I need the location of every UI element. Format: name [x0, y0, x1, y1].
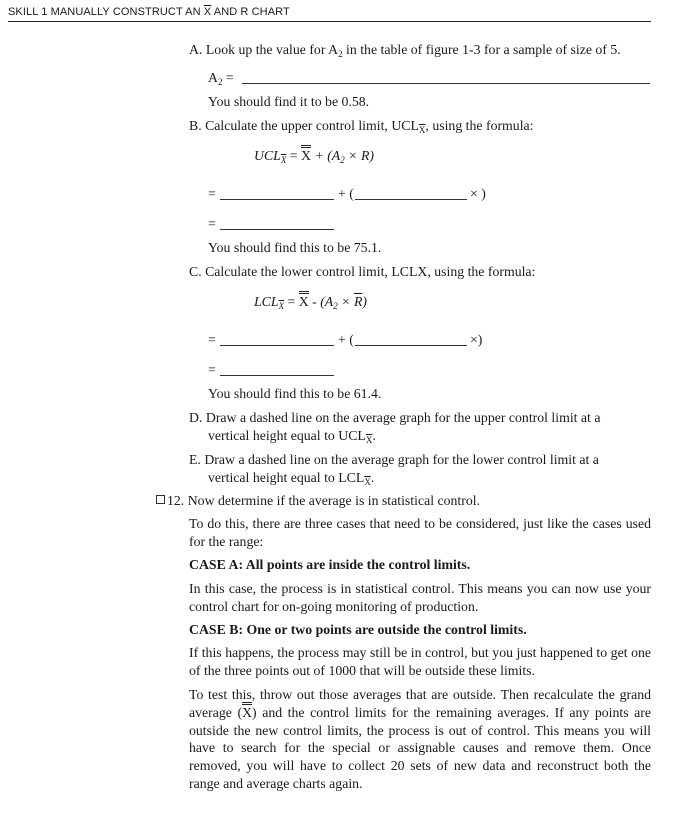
step-a-equation-label — [208, 69, 234, 87]
lcl-formula-part-2: × — [337, 294, 354, 309]
step-c-letter: C. — [189, 264, 202, 279]
step-e-line-2-period: . — [370, 470, 375, 485]
lcl-calc-equals-2: = — [208, 362, 216, 377]
step-b-text-1: Calculate the upper control limit, UCL — [205, 118, 419, 133]
lcl-formula-lhs: LCL — [254, 294, 279, 309]
step-d-line-2-sub: X — [365, 435, 373, 445]
lcl-formula-rbar: $\overline{R}$ — [353, 294, 363, 309]
step-a-text-1: Look up the value for A — [205, 42, 339, 57]
ucl-calc-times: × ) — [470, 186, 486, 201]
step-a-text-2: in the table of figure 1-3 for a sample of size of 5. — [342, 42, 621, 57]
case-a-title: CASE A: All points are inside the control limits. — [189, 557, 471, 572]
lcl-calc-plus: + ( — [338, 332, 354, 347]
a2-label-sub: 2 — [217, 77, 223, 87]
lcl-formula-part-1: - (A — [308, 294, 334, 309]
lcl-result-blank[interactable] — [220, 375, 334, 376]
running-header — [8, 5, 651, 22]
ucl-calc-equals-2: = — [208, 216, 216, 231]
lcl-formula-grand-avg: X — [298, 294, 309, 309]
lcl-blank-2[interactable] — [355, 345, 467, 346]
step-d-letter: D. — [189, 410, 203, 425]
ucl-result-blank[interactable] — [220, 229, 334, 230]
case-b-grand-average-symbol: X — [242, 704, 253, 720]
lcl-formula-sub: 2 — [333, 301, 338, 311]
ucl-formula-grand-avg: X — [301, 148, 311, 163]
ucl-calc-equals-1: = — [208, 186, 216, 201]
header-x-bar: $\overline{X}$ — [203, 6, 212, 18]
step-b-text-sub: X — [418, 125, 426, 135]
lcl-formula — [254, 293, 367, 311]
step-e-letter: E. — [189, 452, 201, 467]
ucl-formula-part-2: × R) — [344, 148, 374, 163]
a2-label: A — [208, 70, 218, 85]
step-c-hint: You should find this to be 61.4. — [208, 386, 382, 401]
header-text-post: AND R CHART — [211, 6, 290, 18]
step-e-instruction — [189, 451, 599, 469]
step-a-instruction — [189, 41, 621, 59]
case-b-test-text-2: ) and the control limits for the remaining averages. If any points are outside the new control limits, the process is out of control. This means you will have to search for the special or assignable causes and remove them. Once removed, you will have to collect 20 sets of new data and reconstruct both the range and average charts again. — [189, 704, 651, 791]
ucl-formula-lhs-sub: X — [280, 155, 287, 165]
ucl-formula-lhs: UCL — [254, 148, 281, 163]
step-d-line-2 — [208, 427, 376, 445]
step-e-line-2-sub: X — [364, 477, 371, 487]
ucl-calc-plus: + ( — [338, 186, 354, 201]
step-b-text-2: , using the formula: — [425, 118, 534, 133]
ucl-blank-1[interactable] — [220, 199, 334, 200]
ucl-blank-2[interactable] — [355, 199, 467, 200]
step-a-hint: You should find it to be 0.58. — [208, 94, 370, 109]
ucl-formula — [254, 147, 374, 165]
case-b-text: If this happens, the process may still be in control, but you just happened to get one of the three points out of 1000 that will be outside these limits. — [189, 645, 651, 678]
case-a-text: In this case, the process is in statistical control. This means you can now use your control chart for on-going monitoring of production. — [189, 581, 651, 614]
ucl-formula-part-1: + (A — [311, 148, 341, 163]
step-e-line-2 — [208, 469, 374, 487]
step-b-letter: B. — [189, 118, 202, 133]
item-12-title: Now determine if the average is in statistical control. — [187, 493, 481, 508]
case-b-test-text-1: To test this, throw out those averages that are outside. Then recalculate the grand average ( — [189, 687, 651, 720]
step-a-letter: A. — [189, 42, 203, 57]
case-b-title: CASE B: One or two points are outside the control limits. — [189, 622, 527, 637]
step-e-line-2-text: vertical height equal to LCL — [208, 470, 365, 485]
lcl-blank-1[interactable] — [220, 345, 334, 346]
step-a-subscript: 2 — [338, 49, 343, 59]
lcl-calc-equals-1: = — [208, 332, 216, 347]
lcl-formula-close: ) — [362, 294, 367, 309]
step-e-line-1: Draw a dashed line on the average graph for the lower control limit at a — [204, 452, 599, 467]
step-d-instruction — [189, 409, 600, 427]
a2-answer-blank[interactable] — [242, 83, 650, 84]
step-b-instruction — [189, 117, 533, 135]
case-b-test-paragraph — [189, 686, 651, 793]
header-text-pre: SKILL 1 MANUALLY CONSTRUCT AN — [8, 6, 204, 18]
step-c-text: Calculate the lower control limit, LCLX, using the formula: — [205, 264, 536, 279]
step-d-line-2-text: vertical height equal to UCL — [208, 428, 366, 443]
step-d-line-1: Draw a dashed line on the average graph for the upper control limit at a — [205, 410, 601, 425]
item-12-number: 12. — [167, 493, 185, 508]
item-12-heading — [156, 492, 480, 510]
ucl-formula-equals: = — [286, 148, 302, 163]
a2-equals: = — [222, 70, 234, 85]
step-c-instruction — [189, 263, 535, 281]
lcl-calc-times: ×) — [470, 332, 483, 347]
step-b-hint: You should find this to be 75.1. — [208, 240, 382, 255]
item-12-checkbox[interactable] — [156, 495, 165, 504]
lcl-formula-lhs-sub: X — [278, 301, 285, 311]
lcl-formula-equals: = — [284, 294, 299, 309]
ucl-formula-sub: 2 — [340, 155, 345, 165]
item-12-intro: To do this, there are three cases that need to be considered, just like the cases used for the range: — [189, 516, 651, 549]
step-d-line-2-period: . — [372, 428, 376, 443]
